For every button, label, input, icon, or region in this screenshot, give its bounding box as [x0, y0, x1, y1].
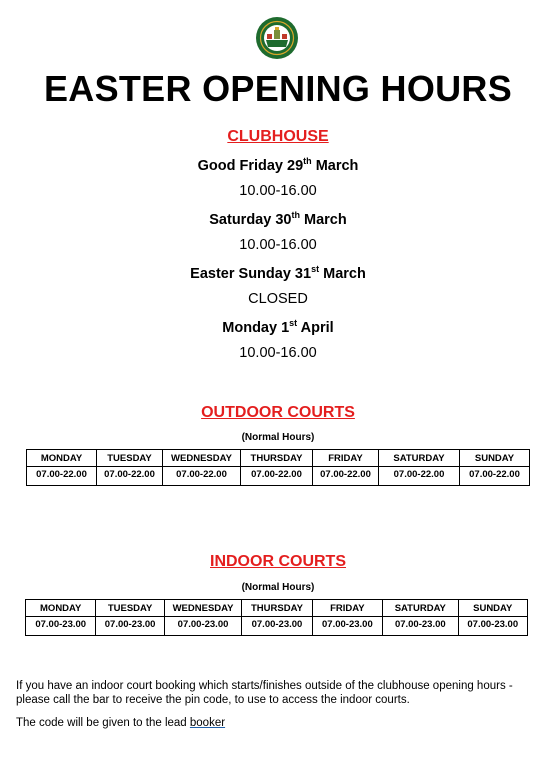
- hours-cell: 07.00-22.00: [97, 467, 163, 486]
- day-suffix: st: [311, 264, 320, 274]
- clubhouse-heading: CLUBHOUSE: [227, 128, 329, 145]
- hours-cell: 07.00-22.00: [241, 467, 313, 486]
- day-label: Good Friday 29: [197, 157, 304, 174]
- hours-cell: 07.00-23.00: [96, 617, 164, 636]
- header-cell: FRIDAY: [312, 600, 382, 617]
- hours-cell: 07.00-22.00: [460, 467, 530, 486]
- table-row: [27, 467, 530, 486]
- clubhouse-hours-2: 10.00-16.00: [239, 237, 317, 253]
- hours-cell: 07.00-23.00: [164, 617, 241, 636]
- header-cell: SUNDAY: [458, 600, 527, 617]
- day-suffix: th: [303, 156, 312, 166]
- table-header-row: [27, 450, 530, 467]
- lead-booker-note: [16, 716, 544, 730]
- outdoor-hours-table: [26, 449, 530, 486]
- header-cell: TUESDAY: [96, 600, 164, 617]
- clubhouse-day-4: [0, 318, 556, 336]
- day-label: Saturday 30: [209, 211, 292, 228]
- hours-cell: 07.00-23.00: [26, 617, 96, 636]
- header-cell: TUESDAY: [97, 450, 163, 467]
- hours-cell: 07.00-22.00: [379, 467, 460, 486]
- header-cell: WEDNESDAY: [163, 450, 241, 467]
- outdoor-courts-heading: OUTDOOR COURTS: [201, 404, 355, 421]
- hours-cell: 07.00-23.00: [383, 617, 458, 636]
- day-suffix: th: [291, 210, 300, 220]
- day-suffix: st: [289, 318, 298, 328]
- table-header-row: [26, 600, 528, 617]
- header-cell: SATURDAY: [379, 450, 460, 467]
- indoor-courts-heading: INDOOR COURTS: [210, 553, 346, 570]
- hours-cell: 07.00-23.00: [312, 617, 382, 636]
- day-label: Monday 1: [222, 319, 290, 336]
- header-cell: MONDAY: [26, 600, 96, 617]
- header-cell: THURSDAY: [241, 450, 313, 467]
- hours-cell: 07.00-23.00: [242, 617, 312, 636]
- club-logo-icon: [255, 16, 299, 60]
- day-month: April: [300, 319, 334, 336]
- day-month: March: [304, 211, 347, 228]
- header-cell: SATURDAY: [383, 600, 458, 617]
- header-cell: SUNDAY: [460, 450, 530, 467]
- indoor-normal-hours-note: (Normal Hours): [241, 582, 315, 593]
- clubhouse-hours-1: 10.00-16.00: [239, 183, 317, 199]
- day-month: March: [323, 265, 366, 282]
- clubhouse-hours-3: CLOSED: [248, 291, 308, 307]
- day-label: Easter Sunday 31: [190, 265, 312, 282]
- hours-cell: 07.00-22.00: [313, 467, 379, 486]
- lead-booker-text: The code will be given to the lead: [16, 717, 190, 729]
- header-cell: WEDNESDAY: [164, 600, 241, 617]
- header-cell: MONDAY: [27, 450, 97, 467]
- hours-cell: 07.00-23.00: [458, 617, 527, 636]
- header-cell: THURSDAY: [242, 600, 312, 617]
- table-row: [26, 617, 528, 636]
- booker-link[interactable]: booker: [189, 717, 226, 729]
- clubhouse-hours-4: 10.00-16.00: [239, 345, 317, 361]
- clubhouse-day-3: [0, 264, 556, 282]
- clubhouse-day-1: [0, 156, 556, 174]
- hours-cell: 07.00-22.00: [27, 467, 97, 486]
- day-month: March: [315, 157, 359, 174]
- page-title: EASTER OPENING HOURS: [43, 68, 513, 109]
- hours-cell: 07.00-22.00: [163, 467, 241, 486]
- indoor-booking-note: If you have an indoor court booking which starts/finishes outside of the clubhouse opening hours - please call the bar to receive the pin code, to use to access the indoor courts.: [16, 680, 513, 706]
- clubhouse-day-2: [0, 210, 556, 228]
- indoor-hours-table: [25, 599, 528, 636]
- outdoor-normal-hours-note: (Normal Hours): [241, 432, 315, 443]
- header-cell: FRIDAY: [313, 450, 379, 467]
